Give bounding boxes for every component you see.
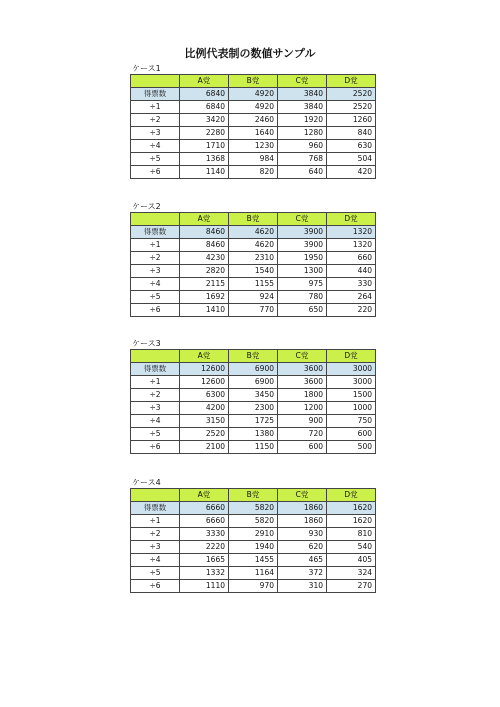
- cell: 2460: [229, 114, 278, 127]
- cell: 500: [327, 441, 376, 454]
- table-row: [131, 441, 376, 454]
- header-row: [131, 489, 376, 502]
- cell: 660: [327, 252, 376, 265]
- cell: 4620: [229, 226, 278, 239]
- cell: 465: [278, 554, 327, 567]
- table-row: [131, 239, 376, 252]
- cell: 984: [229, 153, 278, 166]
- votes-row: [131, 502, 376, 515]
- column-header: C党: [278, 213, 327, 226]
- cell: 1692: [180, 291, 229, 304]
- row-label: ÷5: [131, 291, 180, 304]
- cell: 2820: [180, 265, 229, 278]
- row-label: ÷2: [131, 114, 180, 127]
- cell: 1665: [180, 554, 229, 567]
- cell: 2115: [180, 278, 229, 291]
- cell: 924: [229, 291, 278, 304]
- row-label: ÷3: [131, 402, 180, 415]
- cell: 3420: [180, 114, 229, 127]
- row-label: ÷1: [131, 239, 180, 252]
- cell: 960: [278, 140, 327, 153]
- cell: 405: [327, 554, 376, 567]
- row-label: ÷5: [131, 567, 180, 580]
- cell: 270: [327, 580, 376, 593]
- table-row: [131, 291, 376, 304]
- cell: 620: [278, 541, 327, 554]
- column-header: D党: [327, 350, 376, 363]
- table-row: [131, 541, 376, 554]
- column-header: C党: [278, 75, 327, 88]
- case-label: ケース3: [132, 339, 161, 348]
- cell: 1500: [327, 389, 376, 402]
- cell: 6300: [180, 389, 229, 402]
- column-header: C党: [278, 350, 327, 363]
- cell: 2310: [229, 252, 278, 265]
- case-table: [130, 349, 376, 454]
- cell: 1620: [327, 515, 376, 528]
- cell: 970: [229, 580, 278, 593]
- cell: 3600: [278, 363, 327, 376]
- cell: 4920: [229, 101, 278, 114]
- cell: 1155: [229, 278, 278, 291]
- cell: 820: [229, 166, 278, 179]
- cell: 3840: [278, 101, 327, 114]
- table-row: [131, 252, 376, 265]
- cell: 2220: [180, 541, 229, 554]
- cell: 650: [278, 304, 327, 317]
- case-1: [130, 64, 375, 179]
- table-row: [131, 415, 376, 428]
- cell: 975: [278, 278, 327, 291]
- cell: 1200: [278, 402, 327, 415]
- table-row: [131, 567, 376, 580]
- header-row: [131, 213, 376, 226]
- cell: 3150: [180, 415, 229, 428]
- cell: 8460: [180, 226, 229, 239]
- row-label: ÷1: [131, 376, 180, 389]
- header-blank-cell: [131, 350, 180, 363]
- case-table: [130, 488, 376, 593]
- case-4: [130, 478, 375, 593]
- case-2: [130, 202, 375, 317]
- votes-row: [131, 363, 376, 376]
- cell: 3330: [180, 528, 229, 541]
- cell: 1860: [278, 502, 327, 515]
- cell: 1320: [327, 239, 376, 252]
- cell: 770: [229, 304, 278, 317]
- column-header: C党: [278, 489, 327, 502]
- row-label: ÷2: [131, 389, 180, 402]
- row-label: 得票数: [131, 88, 180, 101]
- row-label: ÷4: [131, 278, 180, 291]
- table-row: [131, 153, 376, 166]
- cell: 600: [327, 428, 376, 441]
- cell: 1320: [327, 226, 376, 239]
- column-header: D党: [327, 489, 376, 502]
- case-label: ケース2: [132, 202, 161, 211]
- row-label: ÷6: [131, 166, 180, 179]
- cell: 2910: [229, 528, 278, 541]
- cell: 330: [327, 278, 376, 291]
- cell: 3000: [327, 376, 376, 389]
- row-label: ÷6: [131, 441, 180, 454]
- cell: 750: [327, 415, 376, 428]
- cell: 1380: [229, 428, 278, 441]
- cell: 1725: [229, 415, 278, 428]
- column-header: A党: [180, 350, 229, 363]
- cell: 6900: [229, 376, 278, 389]
- cell: 1920: [278, 114, 327, 127]
- row-label: ÷2: [131, 528, 180, 541]
- cell: 2520: [180, 428, 229, 441]
- column-header: A党: [180, 489, 229, 502]
- row-label: ÷3: [131, 265, 180, 278]
- cell: 12600: [180, 376, 229, 389]
- votes-row: [131, 226, 376, 239]
- cell: 1620: [327, 502, 376, 515]
- cell: 630: [327, 140, 376, 153]
- cell: 310: [278, 580, 327, 593]
- cell: 324: [327, 567, 376, 580]
- header-blank-cell: [131, 75, 180, 88]
- table-row: [131, 528, 376, 541]
- cell: 1640: [229, 127, 278, 140]
- case-label: ケース4: [132, 478, 161, 487]
- table-row: [131, 166, 376, 179]
- cell: 3450: [229, 389, 278, 402]
- cell: 1410: [180, 304, 229, 317]
- cell: 1230: [229, 140, 278, 153]
- cell: 4920: [229, 88, 278, 101]
- cell: 840: [327, 127, 376, 140]
- votes-row: [131, 88, 376, 101]
- cell: 1150: [229, 441, 278, 454]
- cell: 440: [327, 265, 376, 278]
- cell: 4200: [180, 402, 229, 415]
- row-label: ÷5: [131, 428, 180, 441]
- column-header: B党: [229, 213, 278, 226]
- cell: 5820: [229, 502, 278, 515]
- cell: 3000: [327, 363, 376, 376]
- cell: 1860: [278, 515, 327, 528]
- column-header: B党: [229, 489, 278, 502]
- row-label: ÷3: [131, 127, 180, 140]
- cell: 780: [278, 291, 327, 304]
- table-row: [131, 515, 376, 528]
- cell: 3600: [278, 376, 327, 389]
- header-row: [131, 75, 376, 88]
- cell: 640: [278, 166, 327, 179]
- cell: 900: [278, 415, 327, 428]
- cell: 1300: [278, 265, 327, 278]
- cell: 6660: [180, 502, 229, 515]
- table-row: [131, 304, 376, 317]
- cell: 2520: [327, 101, 376, 114]
- column-header: B党: [229, 75, 278, 88]
- row-label: ÷6: [131, 580, 180, 593]
- cell: 768: [278, 153, 327, 166]
- cell: 6660: [180, 515, 229, 528]
- cell: 720: [278, 428, 327, 441]
- table-row: [131, 114, 376, 127]
- header-blank-cell: [131, 213, 180, 226]
- column-header: A党: [180, 75, 229, 88]
- table-row: [131, 127, 376, 140]
- case-label: ケース1: [132, 64, 161, 73]
- column-header: B党: [229, 350, 278, 363]
- cell: 1332: [180, 567, 229, 580]
- cell: 810: [327, 528, 376, 541]
- table-row: [131, 265, 376, 278]
- row-label: ÷1: [131, 515, 180, 528]
- cell: 600: [278, 441, 327, 454]
- cell: 1260: [327, 114, 376, 127]
- case-3: [130, 339, 375, 454]
- row-label: ÷3: [131, 541, 180, 554]
- table-row: [131, 140, 376, 153]
- row-label: 得票数: [131, 363, 180, 376]
- cell: 2280: [180, 127, 229, 140]
- row-label: ÷2: [131, 252, 180, 265]
- column-header: D党: [327, 213, 376, 226]
- cell: 5820: [229, 515, 278, 528]
- row-label: ÷4: [131, 554, 180, 567]
- row-label: ÷6: [131, 304, 180, 317]
- cell: 1280: [278, 127, 327, 140]
- cell: 1950: [278, 252, 327, 265]
- cell: 372: [278, 567, 327, 580]
- header-row: [131, 350, 376, 363]
- column-header: D党: [327, 75, 376, 88]
- cell: 12600: [180, 363, 229, 376]
- table-row: [131, 376, 376, 389]
- cell: 420: [327, 166, 376, 179]
- cell: 1540: [229, 265, 278, 278]
- cell: 1000: [327, 402, 376, 415]
- case-table: [130, 74, 376, 179]
- row-label: ÷5: [131, 153, 180, 166]
- cell: 2520: [327, 88, 376, 101]
- cell: 4230: [180, 252, 229, 265]
- cell: 264: [327, 291, 376, 304]
- cell: 3900: [278, 239, 327, 252]
- column-header: A党: [180, 213, 229, 226]
- cell: 2100: [180, 441, 229, 454]
- cell: 1800: [278, 389, 327, 402]
- cell: 2300: [229, 402, 278, 415]
- cell: 6840: [180, 88, 229, 101]
- cell: 4620: [229, 239, 278, 252]
- cell: 1110: [180, 580, 229, 593]
- table-row: [131, 389, 376, 402]
- cell: 1140: [180, 166, 229, 179]
- cell: 1710: [180, 140, 229, 153]
- cell: 3900: [278, 226, 327, 239]
- row-label: ÷4: [131, 415, 180, 428]
- cell: 1368: [180, 153, 229, 166]
- cell: 1940: [229, 541, 278, 554]
- cell: 1455: [229, 554, 278, 567]
- cell: 220: [327, 304, 376, 317]
- cell: 8460: [180, 239, 229, 252]
- page-title: 比例代表制の数値サンプル: [184, 47, 316, 60]
- cell: 930: [278, 528, 327, 541]
- table-row: [131, 580, 376, 593]
- table-row: [131, 278, 376, 291]
- header-blank-cell: [131, 489, 180, 502]
- row-label: ÷1: [131, 101, 180, 114]
- cell: 3840: [278, 88, 327, 101]
- row-label: 得票数: [131, 226, 180, 239]
- row-label: ÷4: [131, 140, 180, 153]
- cell: 1164: [229, 567, 278, 580]
- table-row: [131, 101, 376, 114]
- table-row: [131, 402, 376, 415]
- row-label: 得票数: [131, 502, 180, 515]
- table-row: [131, 554, 376, 567]
- case-table: [130, 212, 376, 317]
- cell: 6840: [180, 101, 229, 114]
- table-row: [131, 428, 376, 441]
- cell: 504: [327, 153, 376, 166]
- cell: 540: [327, 541, 376, 554]
- cell: 6900: [229, 363, 278, 376]
